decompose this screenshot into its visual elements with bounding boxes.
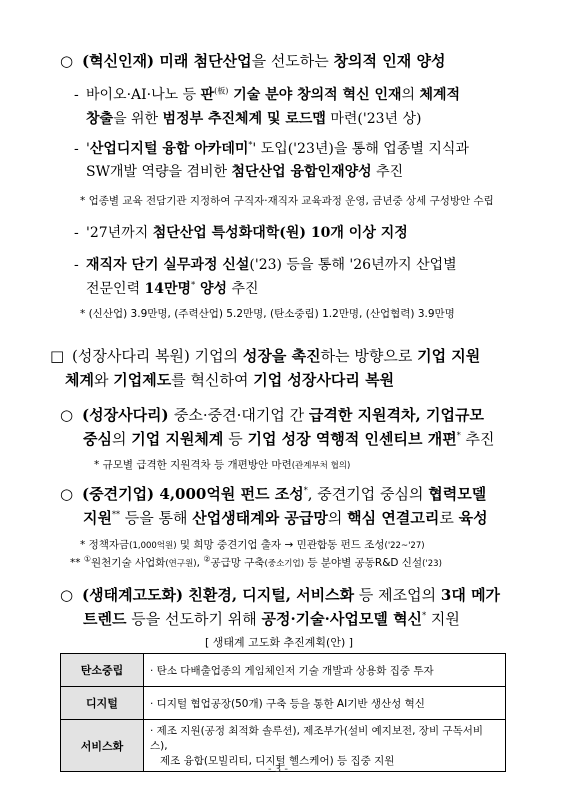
circle-bullet-icon: ○ <box>60 406 74 424</box>
s1-item-4-line-1: - 재직자 단기 실무과정 신설('23) 등을 통해 '26년까지 산업별 <box>74 257 457 273</box>
s1-note-2: * (신산업) 3.9만명, (주력산업) 5.2만명, (탄소중립) 1.2만명, (산업협력) 3.9만명 <box>80 308 455 320</box>
s2-note-3: ** ①원천기술 사업화(연구원), ②공급망 구축(중소기업) 등 분야별 공동R&D 신설('23) <box>70 554 442 569</box>
s2-heading-line-2: 체계와 기업제도를 혁신하여 기업 성장사다리 복원 <box>65 371 395 389</box>
circle-bullet-icon: ○ <box>60 485 74 503</box>
table-caption: [ 생태계 고도화 추진계획(안) ] <box>205 636 354 649</box>
circle-bullet-icon: ○ <box>60 52 74 70</box>
table-value-cell: · 탄소 다배출업종의 게임체인저 기술 개발과 상용화 집중 투자 <box>144 654 506 687</box>
s1-item-1-line-2: 창출을 위한 범정부 추진체계 및 로드맵 마련('23년 상) <box>86 111 422 127</box>
s2-item-1-line-2: 중심의 기업 지원체계 등 기업 성장 역행적 인센티브 개편* 추진 <box>83 430 495 448</box>
s2-item-3-line-1: ○ (생태계고도화) 친환경, 디지털, 서비스화 등 제조업의 3대 메가 <box>60 586 501 604</box>
s1-heading: ○ (혁신인재) 미래 첨단산업을 선도하는 창의적 인재 양성 <box>60 52 446 70</box>
s1-item-1-line-1: - 바이오·AI·나노 등 판$^{(板)}$ 기술 분야 창의적 혁신 인재의 체계적 <box>74 86 461 103</box>
table-row <box>61 687 506 720</box>
s2-note-1: * 규모별 급격한 지원격차 등 개편방안 마련(관계부처 협의) <box>94 459 351 471</box>
s1-item-2-line-2: SW개발 역량을 겸비한 첨단산업 융합인재양성 추진 <box>86 164 404 180</box>
dash-bullet-icon: - <box>74 257 79 273</box>
s2-heading-line-1: □ (성장사다리 복원) 기업의 성장을 촉진하는 방향으로 기업 지원 <box>50 347 481 365</box>
ecosystem-plan-table <box>60 653 506 772</box>
page-number: - 3 - <box>268 764 288 775</box>
dash-bullet-icon: - <box>74 225 79 241</box>
table-key-cell: 디지털 <box>61 687 144 720</box>
s1-item-3: - '27년까지 첨단산업 특성화대학(원) 10개 이상 지정 <box>74 225 408 241</box>
square-bullet-icon: □ <box>50 347 65 365</box>
s1-item-4-line-2: 전문인력 14만명* 양성 추진 <box>86 280 259 297</box>
s2-item-2-line-1: ○ (중견기업) 4,000억원 펀드 조성*, 중견기업 중심의 협력모델 <box>60 485 487 503</box>
s2-item-3-line-2: 트렌드 등을 선도하기 위해 공정·기술·사업모델 혁신* 지원 <box>83 610 460 628</box>
table-value-cell: · 제조 지원(공정 최적화 솔루션), 제조부가(설비 예지보전, 장비 구독서비스), 제조 융합(모빌리티, 디지털 헬스케어) 등 집중 지원 <box>144 720 506 772</box>
table-row <box>61 654 506 687</box>
table-key-cell: 탄소중립 <box>61 654 144 687</box>
dash-bullet-icon: - <box>74 87 79 103</box>
circle-bullet-icon: ○ <box>60 586 74 604</box>
dash-bullet-icon: - <box>74 141 79 157</box>
s1-note-1: * 업종별 교육 전담기관 지정하여 구직자·재직자 교육과정 운영, 금년중 상세 구성방안 수립 <box>80 195 494 207</box>
s1-item-2-line-1: - '산업디지털 융합 아카데미*' 도입('23년)을 통해 업종별 지식과 <box>74 140 469 157</box>
s2-note-2: * 정책자금(1,000억원) 및 희망 중견기업 출자 → 민관합동 펀드 조성('22~'27) <box>80 539 425 551</box>
table-key-cell: 서비스화 <box>61 720 144 772</box>
s2-item-1-line-1: ○ (성장사다리) 중소·중견·대기업 간 급격한 지원격차, 기업규모 <box>60 406 484 424</box>
s2-item-2-line-2: 지원** 등을 통해 산업생태계와 공급망의 핵심 연결고리로 육성 <box>83 509 488 527</box>
table-value-cell: · 디지털 협업공장(50개) 구축 등을 통한 AI기반 생산성 혁신 <box>144 687 506 720</box>
